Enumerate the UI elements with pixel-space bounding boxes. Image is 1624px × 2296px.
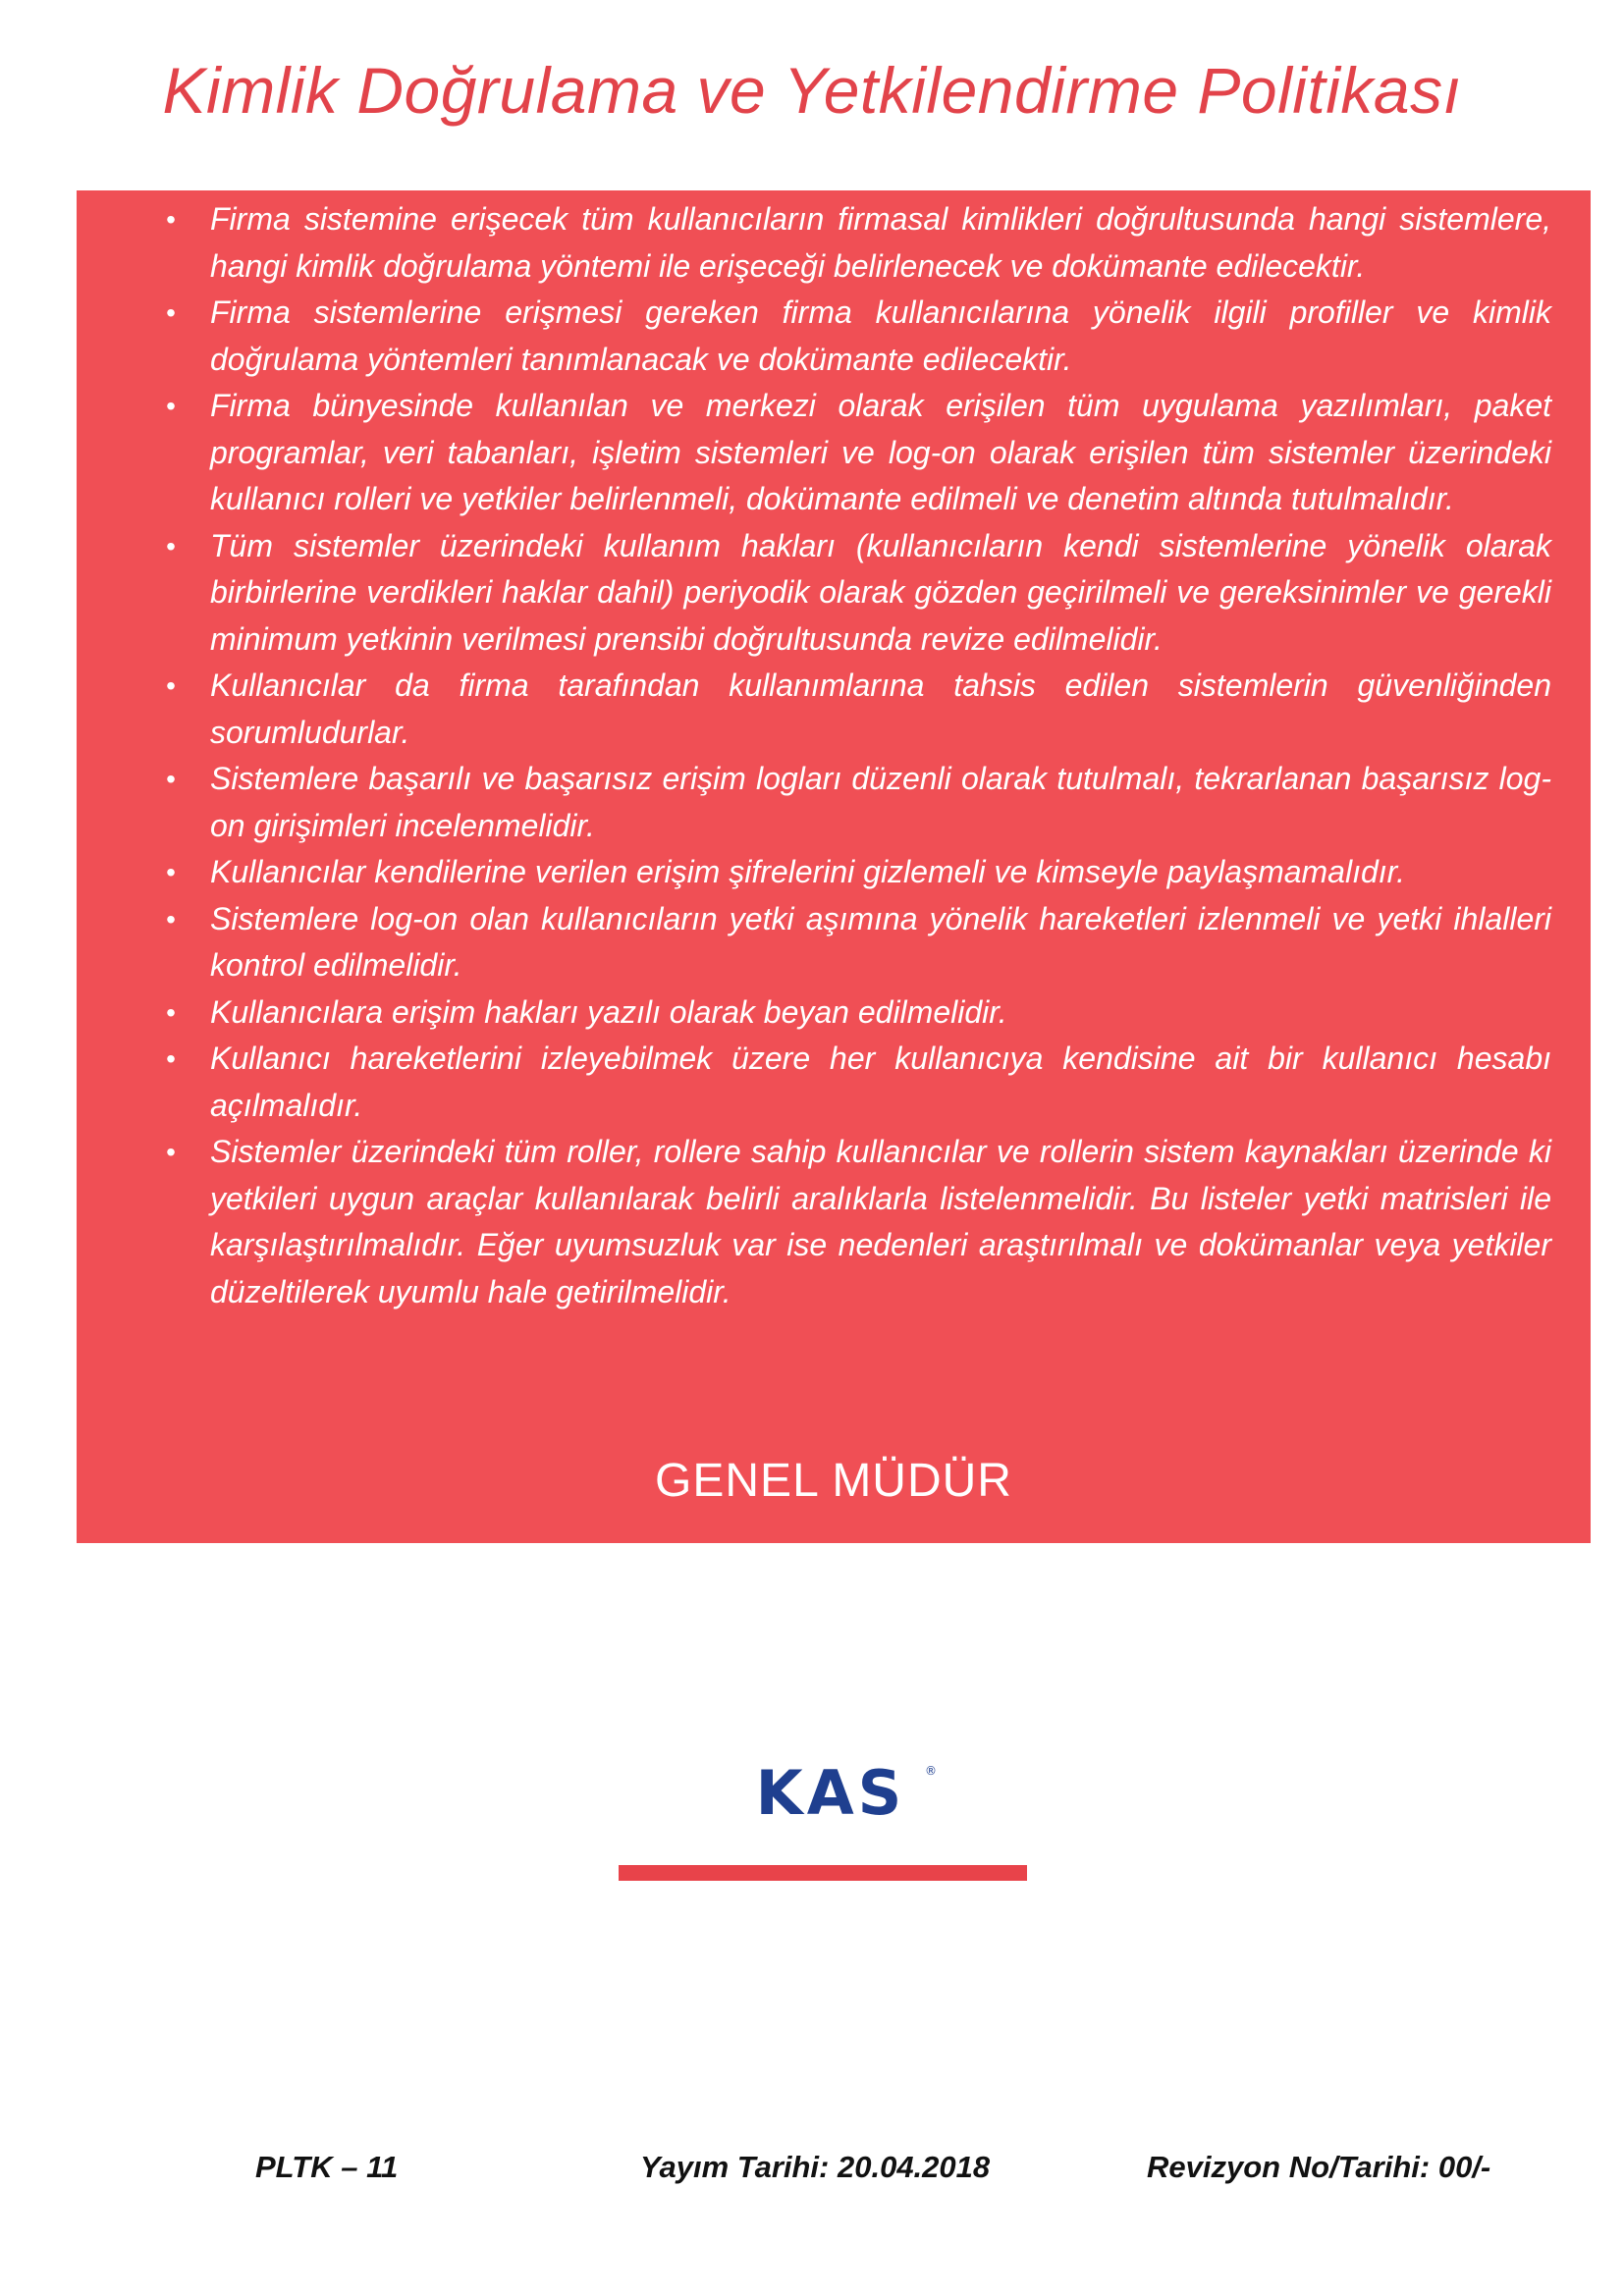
publish-date: Yayım Tarihi: 20.04.2018 [640,2150,991,2184]
policy-item [166,290,1551,383]
page-title: Kimlik Doğrulama ve Yetkilendirme Politikası [162,54,1462,127]
policy-item-text: Kullanıcı hareketlerini izleyebilmek üzere her kullanıcıya kendisine ait bir kullanıcı hesabı açılmalıdır. [210,1041,1551,1123]
policy-item [166,989,1551,1037]
bullet-icon: • [166,391,176,421]
policy-item [166,523,1551,664]
policy-item-text: Firma sistemlerine erişmesi gereken firma kullanıcılarına yönelik ilgili profiller ve kimlik doğrulama yöntemleri tanımlanacak ve dokümante edilecektir. [210,294,1551,377]
policy-item [166,1129,1551,1315]
policy-item-text: Kullanıcılar da firma tarafından kullanımlarına tahsis edilen sistemlerin güvenliğinden sorumludurlar. [210,667,1551,750]
policy-item-text: Firma sistemine erişecek tüm kullanıcıların firmasal kimlikleri doğrultusunda hangi sistemlere, hangi kimlik doğrulama yöntemi ile erişeceği belirlenecek ve dokümante edilecektir. [210,201,1551,284]
policy-item [166,756,1551,849]
policy-item [166,196,1551,290]
policy-item-text: Sistemler üzerindeki tüm roller, rollere sahip kullanıcılar ve rollerin sistem kaynakları üzerinde ki yetkileri uygun araçlar kullanılarak belirli aralıklarla listelenmelidir. Bu listeler yetki matrisleri ile karşılaştırılmalıdır. Eğer uyumsuzluk var ise nedenleri araştırılmalı ve dokümanlar veya yetkiler düzeltilerek uyumlu hale getirilmelidir. [210,1134,1551,1309]
policy-item [166,663,1551,756]
policy-item-text: Kullanıcılara erişim hakları yazılı olarak beyan edilmelidir. [210,993,1007,1030]
bullet-icon: • [166,764,176,794]
policy-list [166,196,1551,1315]
document-code: PLTK – 11 [255,2150,399,2184]
policy-item-text: Sistemlere log-on olan kullanıcıların yetki aşımına yönelik hareketleri izlenmeli ve yetki ihlalleri kontrol edilmelidir. [210,900,1551,983]
policy-item-text: Firma bünyesinde kullanılan ve merkezi olarak erişilen tüm uygulama yazılımları, paket programlar, veri tabanları, işletim sistemleri ve log-on olarak erişilen tüm sistemler üzerindeki kullanıcı rolleri ve yetkiler belirlenmeli, dokümante edilmeli ve denetim altında tutulmalıdır. [210,388,1551,516]
logo-underline-bar [619,1865,1027,1881]
policy-item-text: Kullanıcılar kendilerine verilen erişim şifrelerini gizlemeli ve kimseyle paylaşmamalıdır. [210,854,1406,889]
bullet-icon: • [166,297,176,328]
policy-item [166,1036,1551,1129]
bullet-icon: • [166,204,176,235]
kas-logo-text: KAS [755,1757,906,1826]
signature-title: GENEL MÜDÜR [655,1455,1012,1507]
policy-item-text: Tüm sistemler üzerindeki kullanım hakları (kullanıcıların kendi sistemlerine yönelik olarak birbirlerine verdikleri haklar dahil) periyodik olarak gözden geçirilmeli ve gereksinimler ve gerekli minimum yetkinin verilmesi prensibi doğrultusunda revize edilmelidir. [210,527,1551,657]
bullet-icon: • [166,903,176,934]
bullet-icon: • [166,1043,176,1074]
registered-mark-icon: ® [925,1764,937,1778]
revision-info: Revizyon No/Tarihi: 00/- [1147,2150,1491,2184]
bullet-icon: • [166,996,176,1028]
policy-item-text: Sistemlere başarılı ve başarısız erişim logları düzenli olarak tutulmalı, tekrarlanan başarısız log-on girişimleri incelenmelidir. [210,761,1551,843]
bullet-icon: • [166,1137,176,1167]
bullet-icon: • [166,670,176,701]
kas-logo [723,1757,939,1826]
bullet-icon: • [166,530,176,561]
policy-item [166,849,1551,896]
policy-content-box [77,190,1591,1543]
policy-item [166,896,1551,989]
bullet-icon: • [166,857,176,887]
policy-item [166,383,1551,523]
